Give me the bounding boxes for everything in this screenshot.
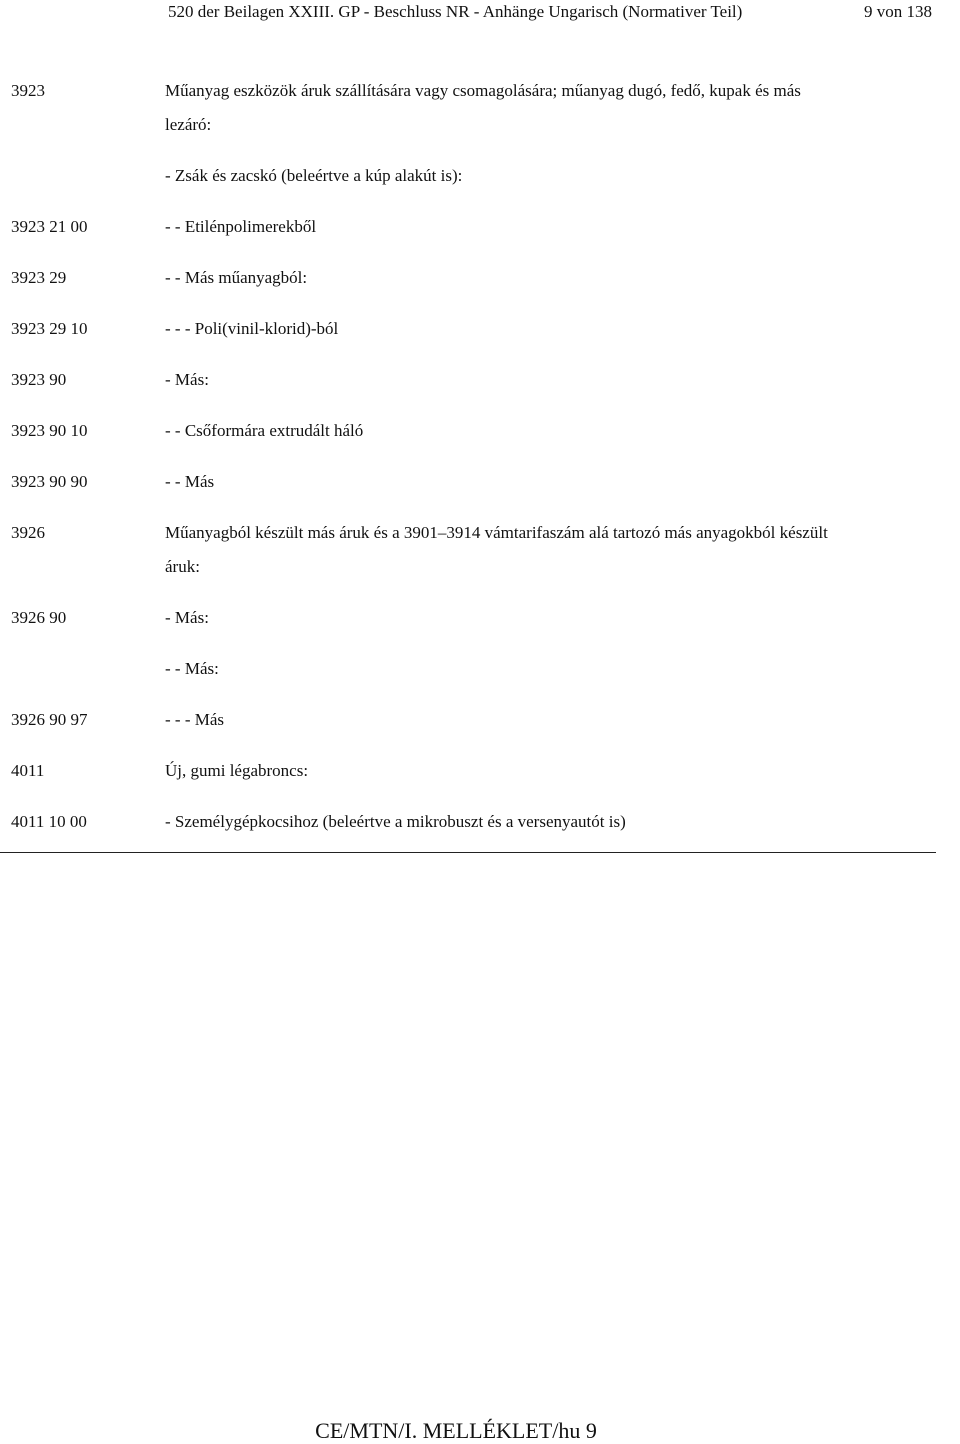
table-row xyxy=(0,699,936,750)
tariff-description: - - Etilénpolimerekből xyxy=(165,217,317,236)
tariff-description-cell xyxy=(154,155,936,206)
table-row xyxy=(0,410,936,461)
tariff-code: 4011 10 00 xyxy=(11,812,87,831)
tariff-description: - - - Más xyxy=(165,710,225,729)
tariff-description-cell xyxy=(154,750,936,801)
tariff-description: - Más: xyxy=(165,608,209,627)
tariff-code-cell xyxy=(0,699,154,750)
tariff-description: - - Más műanyagból: xyxy=(165,268,308,287)
tariff-code: 3923 21 00 xyxy=(11,217,88,236)
footer-reference: CE/MTN/I. MELLÉKLET/hu 9 xyxy=(315,1418,597,1443)
tariff-code: 3926 xyxy=(11,523,45,542)
tariff-description-cell xyxy=(154,597,936,648)
tariff-code: 3926 90 97 xyxy=(11,710,88,729)
tariff-code: 3923 90 90 xyxy=(11,472,88,491)
page-footer xyxy=(0,1418,960,1444)
tariff-code-cell xyxy=(0,461,154,512)
tariff-description: lezáró: xyxy=(165,115,212,134)
tariff-code-cell xyxy=(0,597,154,648)
tariff-code-cell xyxy=(0,359,154,410)
tariff-code: 3923 29 xyxy=(11,268,67,287)
table-row xyxy=(0,206,936,257)
table-row xyxy=(0,155,936,206)
tariff-description: - - Más: xyxy=(165,659,219,678)
tariff-description-cell xyxy=(154,308,936,359)
tariff-code: 3923 29 10 xyxy=(11,319,88,338)
tariff-description-cell xyxy=(154,512,936,597)
page-header xyxy=(0,0,960,28)
tariff-description: - - - Poli(vinil-klorid)-ból xyxy=(165,319,339,338)
tariff-description-cell xyxy=(154,206,936,257)
tariff-description: Műanyagból készült más áruk és a 3901–3914 vámtarifaszám alá tartozó más anyagokból készült xyxy=(165,523,828,542)
tariff-description-cell xyxy=(154,257,936,308)
table-row xyxy=(0,750,936,801)
tariff-description-cell xyxy=(154,699,936,750)
table-row xyxy=(0,512,936,597)
tariff-code-cell xyxy=(0,648,154,699)
tariff-description: - Más: xyxy=(165,370,209,389)
tariff-description: - Zsák és zacskó (beleértve a kúp alakút is): xyxy=(165,166,463,185)
tariff-code-cell xyxy=(0,750,154,801)
tariff-code-cell xyxy=(0,308,154,359)
table-row xyxy=(0,308,936,359)
tariff-code-cell xyxy=(0,155,154,206)
table-row xyxy=(0,461,936,512)
tariff-description-cell xyxy=(154,410,936,461)
tariff-code-cell xyxy=(0,257,154,308)
tariff-description-cell xyxy=(154,359,936,410)
tariff-code-cell xyxy=(0,801,154,853)
header-title: 520 der Beilagen XXIII. GP - Beschluss NR - Anhänge Ungarisch (Normativer Teil) xyxy=(168,2,743,21)
tariff-description: - - Más xyxy=(165,472,215,491)
tariff-description: Új, gumi légabroncs: xyxy=(165,761,309,780)
tariff-code: 3923 90 xyxy=(11,370,67,389)
tariff-description-cell xyxy=(154,801,936,853)
tariff-code-cell xyxy=(0,410,154,461)
tariff-description: - - Csőformára extrudált háló xyxy=(165,421,364,440)
table-row xyxy=(0,597,936,648)
table-row xyxy=(0,359,936,410)
tariff-code-cell xyxy=(0,206,154,257)
table-row xyxy=(0,648,936,699)
tariff-description-cell xyxy=(154,648,936,699)
tariff-code: 4011 xyxy=(11,761,45,780)
tariff-description: - Személygépkocsihoz (beleértve a mikrobuszt és a versenyautót is) xyxy=(165,812,626,831)
table-row xyxy=(0,257,936,308)
tariff-description-cell xyxy=(154,461,936,512)
table-row xyxy=(0,70,936,155)
tariff-description: áruk: xyxy=(165,557,200,576)
tariff-table xyxy=(0,70,936,853)
tariff-description: Műanyag eszközök áruk szállítására vagy csomagolására; műanyag dugó, fedő, kupak és más xyxy=(165,81,801,100)
tariff-code: 3923 xyxy=(11,81,45,100)
tariff-code-cell xyxy=(0,70,154,155)
tariff-code-cell xyxy=(0,512,154,597)
tariff-description-cell xyxy=(154,70,936,155)
tariff-code: 3923 90 10 xyxy=(11,421,88,440)
page-number: 9 von 138 xyxy=(864,2,932,21)
tariff-code: 3926 90 xyxy=(11,608,67,627)
table-row xyxy=(0,801,936,853)
